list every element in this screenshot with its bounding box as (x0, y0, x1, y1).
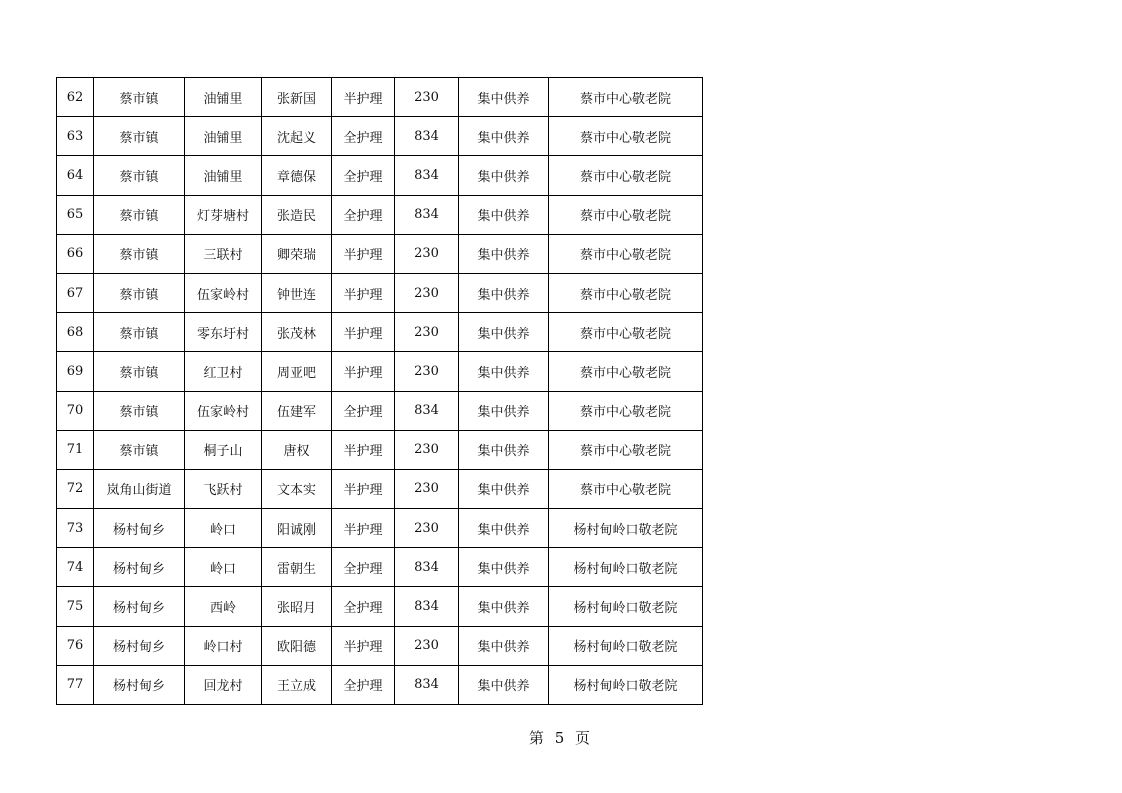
town-cell: 杨村甸乡 (94, 548, 185, 587)
village-cell: 回龙村 (185, 665, 262, 704)
town-cell: 杨村甸乡 (94, 509, 185, 548)
town-cell: 蔡市镇 (94, 352, 185, 391)
row-index-cell: 77 (57, 665, 94, 704)
amount-cell: 230 (395, 626, 459, 665)
facility-cell: 杨村甸岭口敬老院 (549, 665, 703, 704)
town-cell: 蔡市镇 (94, 273, 185, 312)
care-level-cell: 半护理 (332, 626, 395, 665)
table-row (57, 587, 703, 626)
name-cell: 卿荣瑞 (262, 234, 332, 273)
table-row (57, 391, 703, 430)
care-level-cell: 半护理 (332, 78, 395, 117)
row-index-cell: 67 (57, 273, 94, 312)
table-row (57, 78, 703, 117)
row-index-cell: 68 (57, 313, 94, 352)
row-index-cell: 70 (57, 391, 94, 430)
amount-cell: 230 (395, 430, 459, 469)
table-row (57, 313, 703, 352)
support-type-cell: 集中供养 (459, 626, 549, 665)
village-cell: 伍家岭村 (185, 391, 262, 430)
row-index-cell: 71 (57, 430, 94, 469)
page-footer (520, 727, 600, 748)
row-index-cell: 64 (57, 156, 94, 195)
support-type-cell: 集中供养 (459, 313, 549, 352)
facility-cell: 蔡市中心敬老院 (549, 313, 703, 352)
town-cell: 蔡市镇 (94, 391, 185, 430)
table-row (57, 273, 703, 312)
row-index-cell: 66 (57, 234, 94, 273)
support-type-cell: 集中供养 (459, 78, 549, 117)
facility-cell: 杨村甸岭口敬老院 (549, 548, 703, 587)
table-row (57, 469, 703, 508)
support-type-cell: 集中供养 (459, 352, 549, 391)
amount-cell: 230 (395, 273, 459, 312)
village-cell: 岭口村 (185, 626, 262, 665)
name-cell: 王立成 (262, 665, 332, 704)
name-cell: 张茂林 (262, 313, 332, 352)
name-cell: 唐权 (262, 430, 332, 469)
amount-cell: 230 (395, 509, 459, 548)
row-index-cell: 75 (57, 587, 94, 626)
records-body (57, 78, 703, 705)
row-index-cell: 62 (57, 78, 94, 117)
amount-cell: 230 (395, 352, 459, 391)
amount-cell: 230 (395, 313, 459, 352)
village-cell: 红卫村 (185, 352, 262, 391)
name-cell: 张新国 (262, 78, 332, 117)
table-row (57, 665, 703, 704)
facility-cell: 蔡市中心敬老院 (549, 430, 703, 469)
village-cell: 岭口 (185, 509, 262, 548)
amount-cell: 230 (395, 234, 459, 273)
records-table (56, 77, 703, 705)
facility-cell: 蔡市中心敬老院 (549, 391, 703, 430)
amount-cell: 834 (395, 665, 459, 704)
town-cell: 蔡市镇 (94, 234, 185, 273)
row-index-cell: 69 (57, 352, 94, 391)
village-cell: 灯芽塘村 (185, 195, 262, 234)
facility-cell: 蔡市中心敬老院 (549, 78, 703, 117)
facility-cell: 蔡市中心敬老院 (549, 195, 703, 234)
support-type-cell: 集中供养 (459, 509, 549, 548)
row-index-cell: 74 (57, 548, 94, 587)
name-cell: 雷朝生 (262, 548, 332, 587)
village-cell: 桐子山 (185, 430, 262, 469)
name-cell: 钟世连 (262, 273, 332, 312)
village-cell: 油铺里 (185, 117, 262, 156)
town-cell: 蔡市镇 (94, 430, 185, 469)
amount-cell: 230 (395, 78, 459, 117)
care-level-cell: 全护理 (332, 156, 395, 195)
care-level-cell: 全护理 (332, 587, 395, 626)
facility-cell: 蔡市中心敬老院 (549, 117, 703, 156)
amount-cell: 834 (395, 587, 459, 626)
facility-cell: 杨村甸岭口敬老院 (549, 587, 703, 626)
town-cell: 蔡市镇 (94, 313, 185, 352)
page-suffix: 页 (575, 729, 592, 747)
village-cell: 三联村 (185, 234, 262, 273)
page-prefix: 第 (528, 729, 545, 747)
amount-cell: 834 (395, 117, 459, 156)
table-row (57, 548, 703, 587)
table-row (57, 626, 703, 665)
facility-cell: 杨村甸岭口敬老院 (549, 626, 703, 665)
care-level-cell: 全护理 (332, 117, 395, 156)
town-cell: 蔡市镇 (94, 78, 185, 117)
name-cell: 阳诚刚 (262, 509, 332, 548)
row-index-cell: 72 (57, 469, 94, 508)
care-level-cell: 全护理 (332, 665, 395, 704)
name-cell: 周亚吧 (262, 352, 332, 391)
town-cell: 杨村甸乡 (94, 665, 185, 704)
support-type-cell: 集中供养 (459, 469, 549, 508)
village-cell: 零东圩村 (185, 313, 262, 352)
support-type-cell: 集中供养 (459, 195, 549, 234)
care-level-cell: 全护理 (332, 391, 395, 430)
table-row (57, 352, 703, 391)
village-cell: 飞跃村 (185, 469, 262, 508)
town-cell: 杨村甸乡 (94, 587, 185, 626)
care-level-cell: 半护理 (332, 352, 395, 391)
name-cell: 文本实 (262, 469, 332, 508)
table-row (57, 509, 703, 548)
care-level-cell: 全护理 (332, 548, 395, 587)
village-cell: 伍家岭村 (185, 273, 262, 312)
table-row (57, 430, 703, 469)
table-row (57, 195, 703, 234)
amount-cell: 834 (395, 391, 459, 430)
amount-cell: 230 (395, 469, 459, 508)
town-cell: 杨村甸乡 (94, 626, 185, 665)
village-cell: 西岭 (185, 587, 262, 626)
facility-cell: 蔡市中心敬老院 (549, 234, 703, 273)
facility-cell: 蔡市中心敬老院 (549, 273, 703, 312)
support-type-cell: 集中供养 (459, 548, 549, 587)
name-cell: 沈起义 (262, 117, 332, 156)
support-type-cell: 集中供养 (459, 117, 549, 156)
facility-cell: 蔡市中心敬老院 (549, 156, 703, 195)
facility-cell: 杨村甸岭口敬老院 (549, 509, 703, 548)
facility-cell: 蔡市中心敬老院 (549, 469, 703, 508)
facility-cell: 蔡市中心敬老院 (549, 352, 703, 391)
care-level-cell: 半护理 (332, 234, 395, 273)
village-cell: 油铺里 (185, 78, 262, 117)
row-index-cell: 63 (57, 117, 94, 156)
town-cell: 蔡市镇 (94, 195, 185, 234)
support-type-cell: 集中供养 (459, 587, 549, 626)
care-level-cell: 半护理 (332, 313, 395, 352)
care-level-cell: 半护理 (332, 273, 395, 312)
village-cell: 油铺里 (185, 156, 262, 195)
table-row (57, 117, 703, 156)
care-level-cell: 半护理 (332, 509, 395, 548)
support-type-cell: 集中供养 (459, 430, 549, 469)
name-cell: 欧阳德 (262, 626, 332, 665)
name-cell: 张昭月 (262, 587, 332, 626)
name-cell: 伍建军 (262, 391, 332, 430)
name-cell: 张造民 (262, 195, 332, 234)
row-index-cell: 76 (57, 626, 94, 665)
page-number: 5 (554, 729, 566, 747)
support-type-cell: 集中供养 (459, 391, 549, 430)
support-type-cell: 集中供养 (459, 156, 549, 195)
care-level-cell: 全护理 (332, 195, 395, 234)
care-level-cell: 半护理 (332, 430, 395, 469)
town-cell: 蔡市镇 (94, 117, 185, 156)
amount-cell: 834 (395, 195, 459, 234)
table-row (57, 234, 703, 273)
table-row (57, 156, 703, 195)
town-cell: 蔡市镇 (94, 156, 185, 195)
row-index-cell: 73 (57, 509, 94, 548)
support-type-cell: 集中供养 (459, 234, 549, 273)
name-cell: 章德保 (262, 156, 332, 195)
care-level-cell: 半护理 (332, 469, 395, 508)
support-type-cell: 集中供养 (459, 273, 549, 312)
village-cell: 岭口 (185, 548, 262, 587)
amount-cell: 834 (395, 156, 459, 195)
support-type-cell: 集中供养 (459, 665, 549, 704)
row-index-cell: 65 (57, 195, 94, 234)
amount-cell: 834 (395, 548, 459, 587)
town-cell: 岚角山街道 (94, 469, 185, 508)
